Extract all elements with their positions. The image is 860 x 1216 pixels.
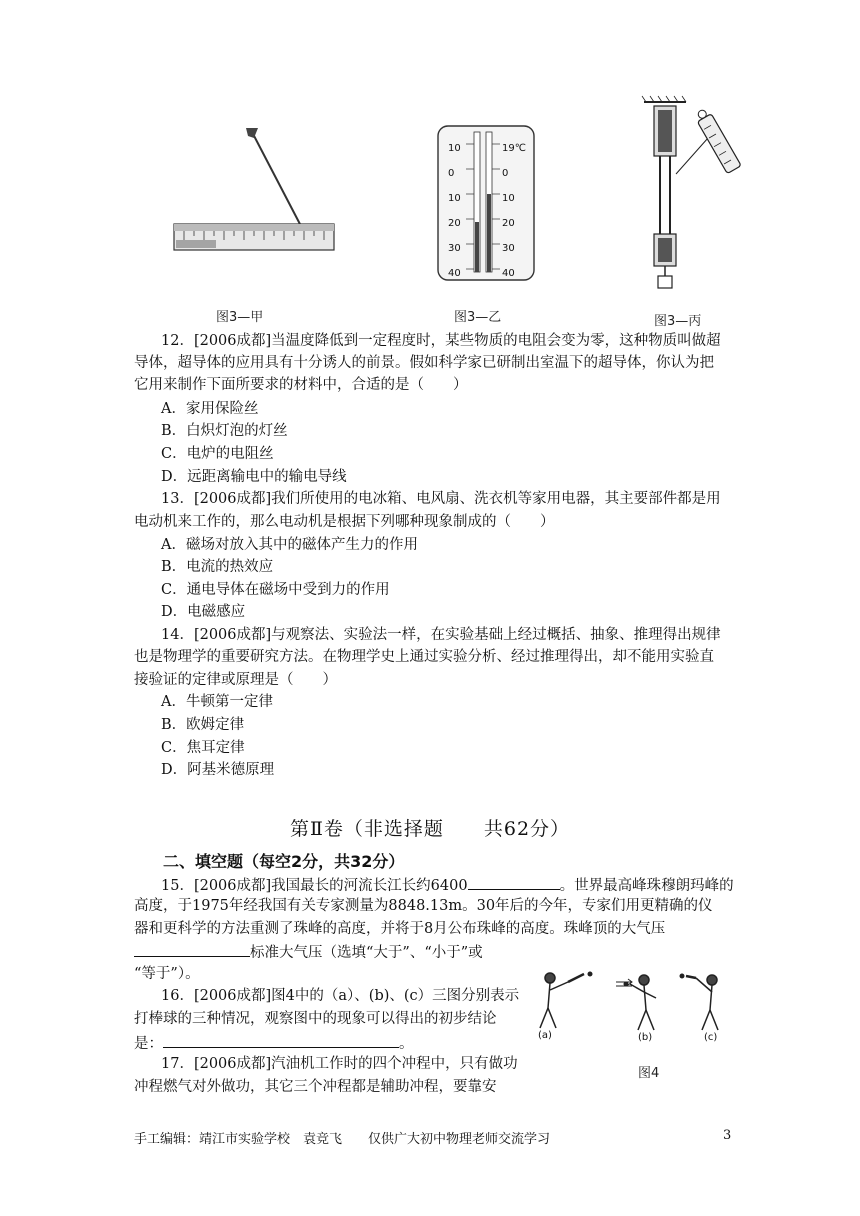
q17-line2: 冲程燃气对外做功，其它三个冲程都是辅助冲程，要靠安: [134, 1079, 497, 1095]
fig4-label-a: (a): [538, 1030, 552, 1041]
scale-left-2: 10: [448, 193, 461, 204]
q17-line1: 17．[2006成都]汽油机工作时的四个冲程中，只有做功: [161, 1056, 518, 1072]
page-footer: 手工编辑：靖江市实验学校 袁竞飞 仅供广大初中物理老师交流学习: [134, 1132, 551, 1147]
q15-text-a: 15．[2006成都]我国最长的河流长江长约6400: [161, 878, 468, 894]
scale-left-4: 30: [448, 243, 461, 254]
q14-line3: 接验证的定律或原理是（ ）: [134, 672, 337, 688]
figure-3c: [636, 94, 756, 304]
q16-line3: [134, 1031, 414, 1055]
page-number: 3: [723, 1128, 732, 1143]
q14-line1: 14．[2006成都]与观察法、实验法一样，在实验基础上经过概括、抽象、推理得出规律: [161, 627, 721, 643]
q15-text-b: 。世界最高峰珠穆朗玛峰的: [559, 878, 734, 894]
scale-right-3: 20: [502, 218, 515, 229]
q15-line4: [134, 940, 483, 964]
q16-text-b: 。: [399, 1036, 414, 1052]
q13-line1: 13．[2006成都]我们所使用的电冰箱、电风扇、洗衣机等家用电器，其主要部件都是用: [161, 491, 721, 507]
scale-right-1: 0: [502, 168, 509, 179]
q15-line1: [161, 873, 734, 897]
q14-option-d: D．阿基米德原理: [161, 762, 275, 778]
figure-4-caption: 图4: [638, 1066, 660, 1081]
scale-right-2: 10: [502, 193, 515, 204]
q16-blank[interactable]: [163, 1031, 399, 1048]
q16-line1: 16．[2006成都]图4中的（a）、(b)、(c）三图分别表示: [161, 988, 520, 1004]
figure-3a: [160, 120, 340, 270]
q15-line3: 器和更科学的方法重测了珠峰的高度，并将于8月公布珠峰的高度。珠峰顶的大气压: [134, 921, 666, 937]
q14-option-b: B．欧姆定律: [161, 717, 245, 733]
q12-line3: 它用来制作下面所要求的材料中，合适的是（ ）: [134, 377, 468, 393]
q12-option-b: B．白炽灯泡的灯丝: [161, 423, 288, 439]
figure-3b: [436, 122, 536, 282]
scale-right-4: 30: [502, 243, 515, 254]
scale-right-5: 40: [502, 268, 515, 279]
q14-line2: 也是物理学的重要研究方法。在物理学史上通过实验分析、经过推理得出，却不能用实验直: [134, 649, 714, 665]
scale-left-1: 0: [448, 168, 455, 179]
q13-line2: 电动机来工作的，那么电动机是根据下列哪种现象制成的（ ）: [134, 514, 555, 530]
figure-4: [528, 962, 734, 1046]
q15-line2: 高度，于1975年经我国有关专家测量为8848.13m。30年后的今年，专家们用更精确的仪: [134, 898, 713, 914]
q12-option-d: D．远距离输电中的输电导线: [161, 469, 347, 485]
scale-left-5: 40: [448, 268, 461, 279]
q15-line5: “等于”）。: [134, 966, 200, 982]
q14-option-c: C．焦耳定律: [161, 740, 245, 756]
scale-left-3: 20: [448, 218, 461, 229]
q12-line2: 导体，超导体的应用具有十分诱人的前景。假如科学家已研制出室温下的超导体，你认为把: [134, 355, 714, 371]
fig4-label-c: (c): [704, 1032, 718, 1043]
scale-right-0: 19℃: [502, 143, 526, 154]
q15-blank-1[interactable]: [468, 873, 560, 890]
q16-text-a: 是：: [134, 1036, 163, 1052]
q15-line4-text: 标准大气压（选填“大于”、“小于”或: [250, 945, 483, 961]
figure-3b-caption: 图3—乙: [454, 310, 502, 325]
q12-option-c: C．电炉的电阻丝: [161, 446, 274, 462]
q13-option-c: C．通电导体在磁场中受到力的作用: [161, 582, 390, 598]
section-subtitle: 二、填空题（每空2分，共32分）: [163, 852, 405, 871]
q12-option-a: A．家用保险丝: [161, 401, 259, 417]
figure-3c-caption: 图3—丙: [654, 314, 702, 329]
q13-option-b: B．电流的热效应: [161, 559, 274, 575]
figure-3a-caption: 图3—甲: [216, 310, 264, 325]
section-title: 第Ⅱ卷（非选择题 共62分）: [289, 818, 571, 840]
scale-left-0: 10: [448, 143, 461, 154]
q14-option-a: A．牛顿第一定律: [161, 694, 273, 710]
q13-option-a: A．磁场对放入其中的磁体产生力的作用: [161, 537, 418, 553]
fig4-label-b: (b): [638, 1032, 653, 1043]
q12-line1: 12．[2006成都]当温度降低到一定程度时，某些物质的电阻会变为零，这种物质叫做超: [161, 333, 721, 349]
q16-line2: 打棒球的三种情况，观察图中的现象可以得出的初步结论: [134, 1011, 497, 1027]
q13-option-d: D．电磁感应: [161, 604, 246, 620]
q15-blank-2[interactable]: [134, 940, 250, 957]
